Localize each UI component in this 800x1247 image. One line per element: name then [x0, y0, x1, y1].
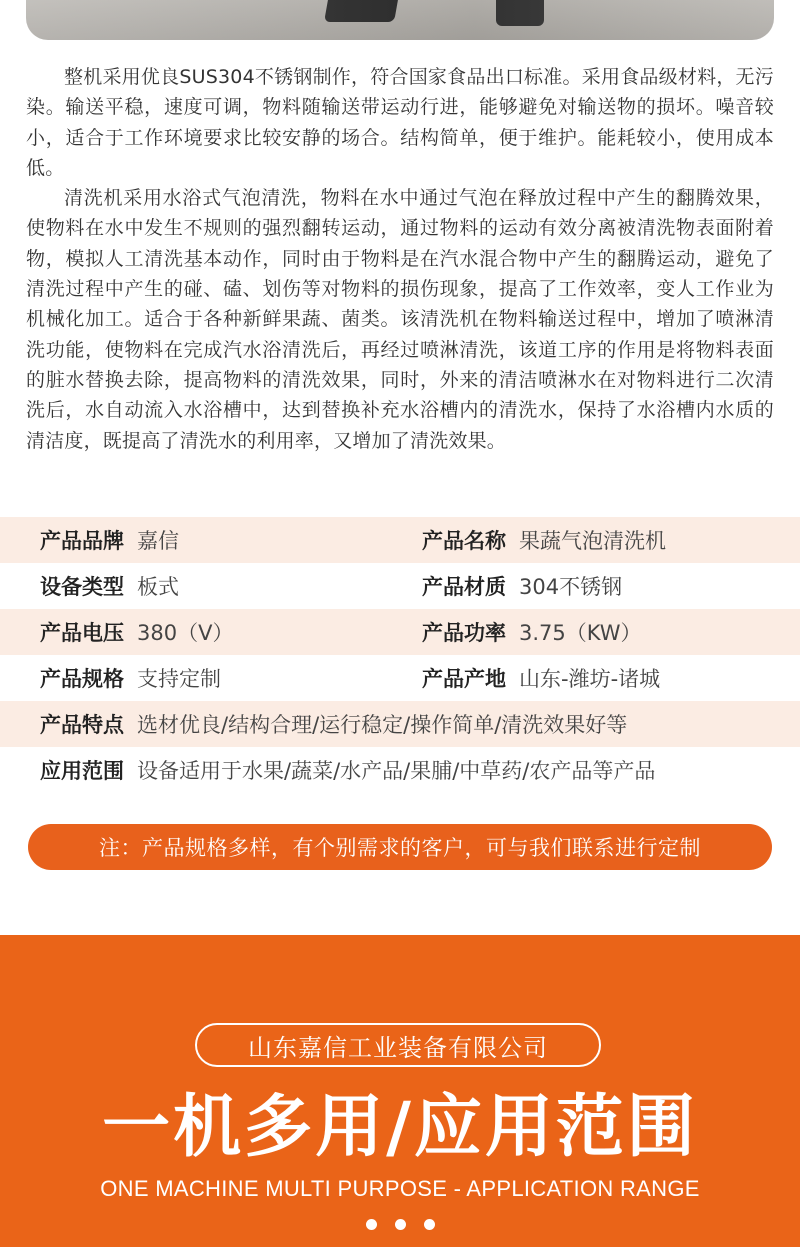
dot-icon [395, 1219, 406, 1230]
spec-value: 设备适用于水果/蔬菜/水产品/果脯/中草药/农产品等产品 [137, 759, 656, 783]
product-photo-cropped [26, 0, 774, 40]
spec-origin [422, 655, 660, 701]
spec-value: 选材优良/结构合理/运行稳定/操作简单/清洗效果好等 [137, 713, 628, 737]
spec-key: 产品特点 [40, 713, 124, 737]
spec-voltage [40, 609, 233, 655]
spec-value: 3.75（KW） [519, 621, 642, 645]
spec-power [422, 609, 642, 655]
customization-note: 注：产品规格多样，有个别需求的客户，可与我们联系进行定制 [28, 824, 772, 870]
spec-key: 产品名称 [422, 529, 506, 553]
spec-features [40, 701, 627, 747]
spec-value: 支持定制 [137, 667, 221, 691]
spec-key: 产品产地 [422, 667, 506, 691]
spec-key: 产品电压 [40, 621, 124, 645]
description-paragraph-2: 清洗机采用水浴式气泡清洗，物料在水中通过气泡在释放过程中产生的翻腾效果，使物料在水中发生不规则的强烈翻转运动，通过物料的运动有效分离被清洗物表面附着物，模拟人工清洗基本动作，同时由于物料是在汽水混合物中产生的翻腾运动，避免了清洗过程中产生的碰、磕、划伤等对物料的损伤现象，提高了工作效率，变人工作业为机械化加工。适合于各种新鲜果蔬、菌类。该清洗机在物料输送过程中，增加了喷淋清洗功能，使物料在完成汽水浴清洗后，再经过喷淋清洗，该道工序的作用是将物料表面的脏水替换去除，提高物料的清洗效果，同时，外来的清洁喷淋水在对物料进行二次清洗后，水自动流入水浴槽中，达到替换补充水浴槽内的清洗水，保持了水浴槽内水质的清洁度，既提高了清洗水的利用率，又增加了清洗效果。 [26, 187, 774, 452]
section-banner [0, 935, 800, 1247]
dot-icon [366, 1219, 377, 1230]
spec-scope [40, 747, 655, 793]
spec-size [40, 655, 221, 701]
spec-row [0, 563, 800, 609]
spec-key: 设备类型 [40, 575, 124, 599]
spec-key: 产品材质 [422, 575, 506, 599]
spec-value: 嘉信 [137, 529, 179, 553]
spec-value: 380（V） [137, 621, 234, 645]
spec-row [0, 609, 800, 655]
spec-name [422, 517, 666, 563]
spec-row [0, 655, 800, 701]
dot-icon [424, 1219, 435, 1230]
spec-key: 产品品牌 [40, 529, 124, 553]
spec-material [422, 563, 622, 609]
section-subtitle: ONE MACHINE MULTI PURPOSE - APPLICATION RANGE [100, 1176, 700, 1201]
section-title: 一机多用/应用范围 [102, 1088, 698, 1167]
spec-row [0, 517, 800, 563]
spec-value: 山东-潍坊-诸城 [519, 667, 661, 691]
decorative-dots [0, 1219, 800, 1230]
spec-row [0, 747, 800, 793]
spec-key: 产品功率 [422, 621, 506, 645]
company-name-badge: 山东嘉信工业装备有限公司 [195, 1023, 601, 1067]
spec-key: 产品规格 [40, 667, 124, 691]
spec-value: 板式 [137, 575, 179, 599]
spec-type [40, 563, 179, 609]
spec-table [0, 517, 800, 793]
spec-brand [40, 517, 179, 563]
description-paragraph-1: 整机采用优良SUS304不锈钢制作，符合国家食品出口标准。采用食品级材料，无污染。输送平稳，速度可调，物料随输送带运动行进，能够避免对输送物的损坏。噪音较小，适合于工作环境要求比较安静的场合。结构简单，便于维护。能耗较小，使用成本低。 [26, 66, 774, 179]
spec-key: 应用范围 [40, 759, 124, 783]
spec-value: 304不锈钢 [519, 575, 623, 599]
spec-row [0, 701, 800, 747]
product-description [26, 62, 774, 456]
spec-value: 果蔬气泡清洗机 [519, 529, 666, 553]
